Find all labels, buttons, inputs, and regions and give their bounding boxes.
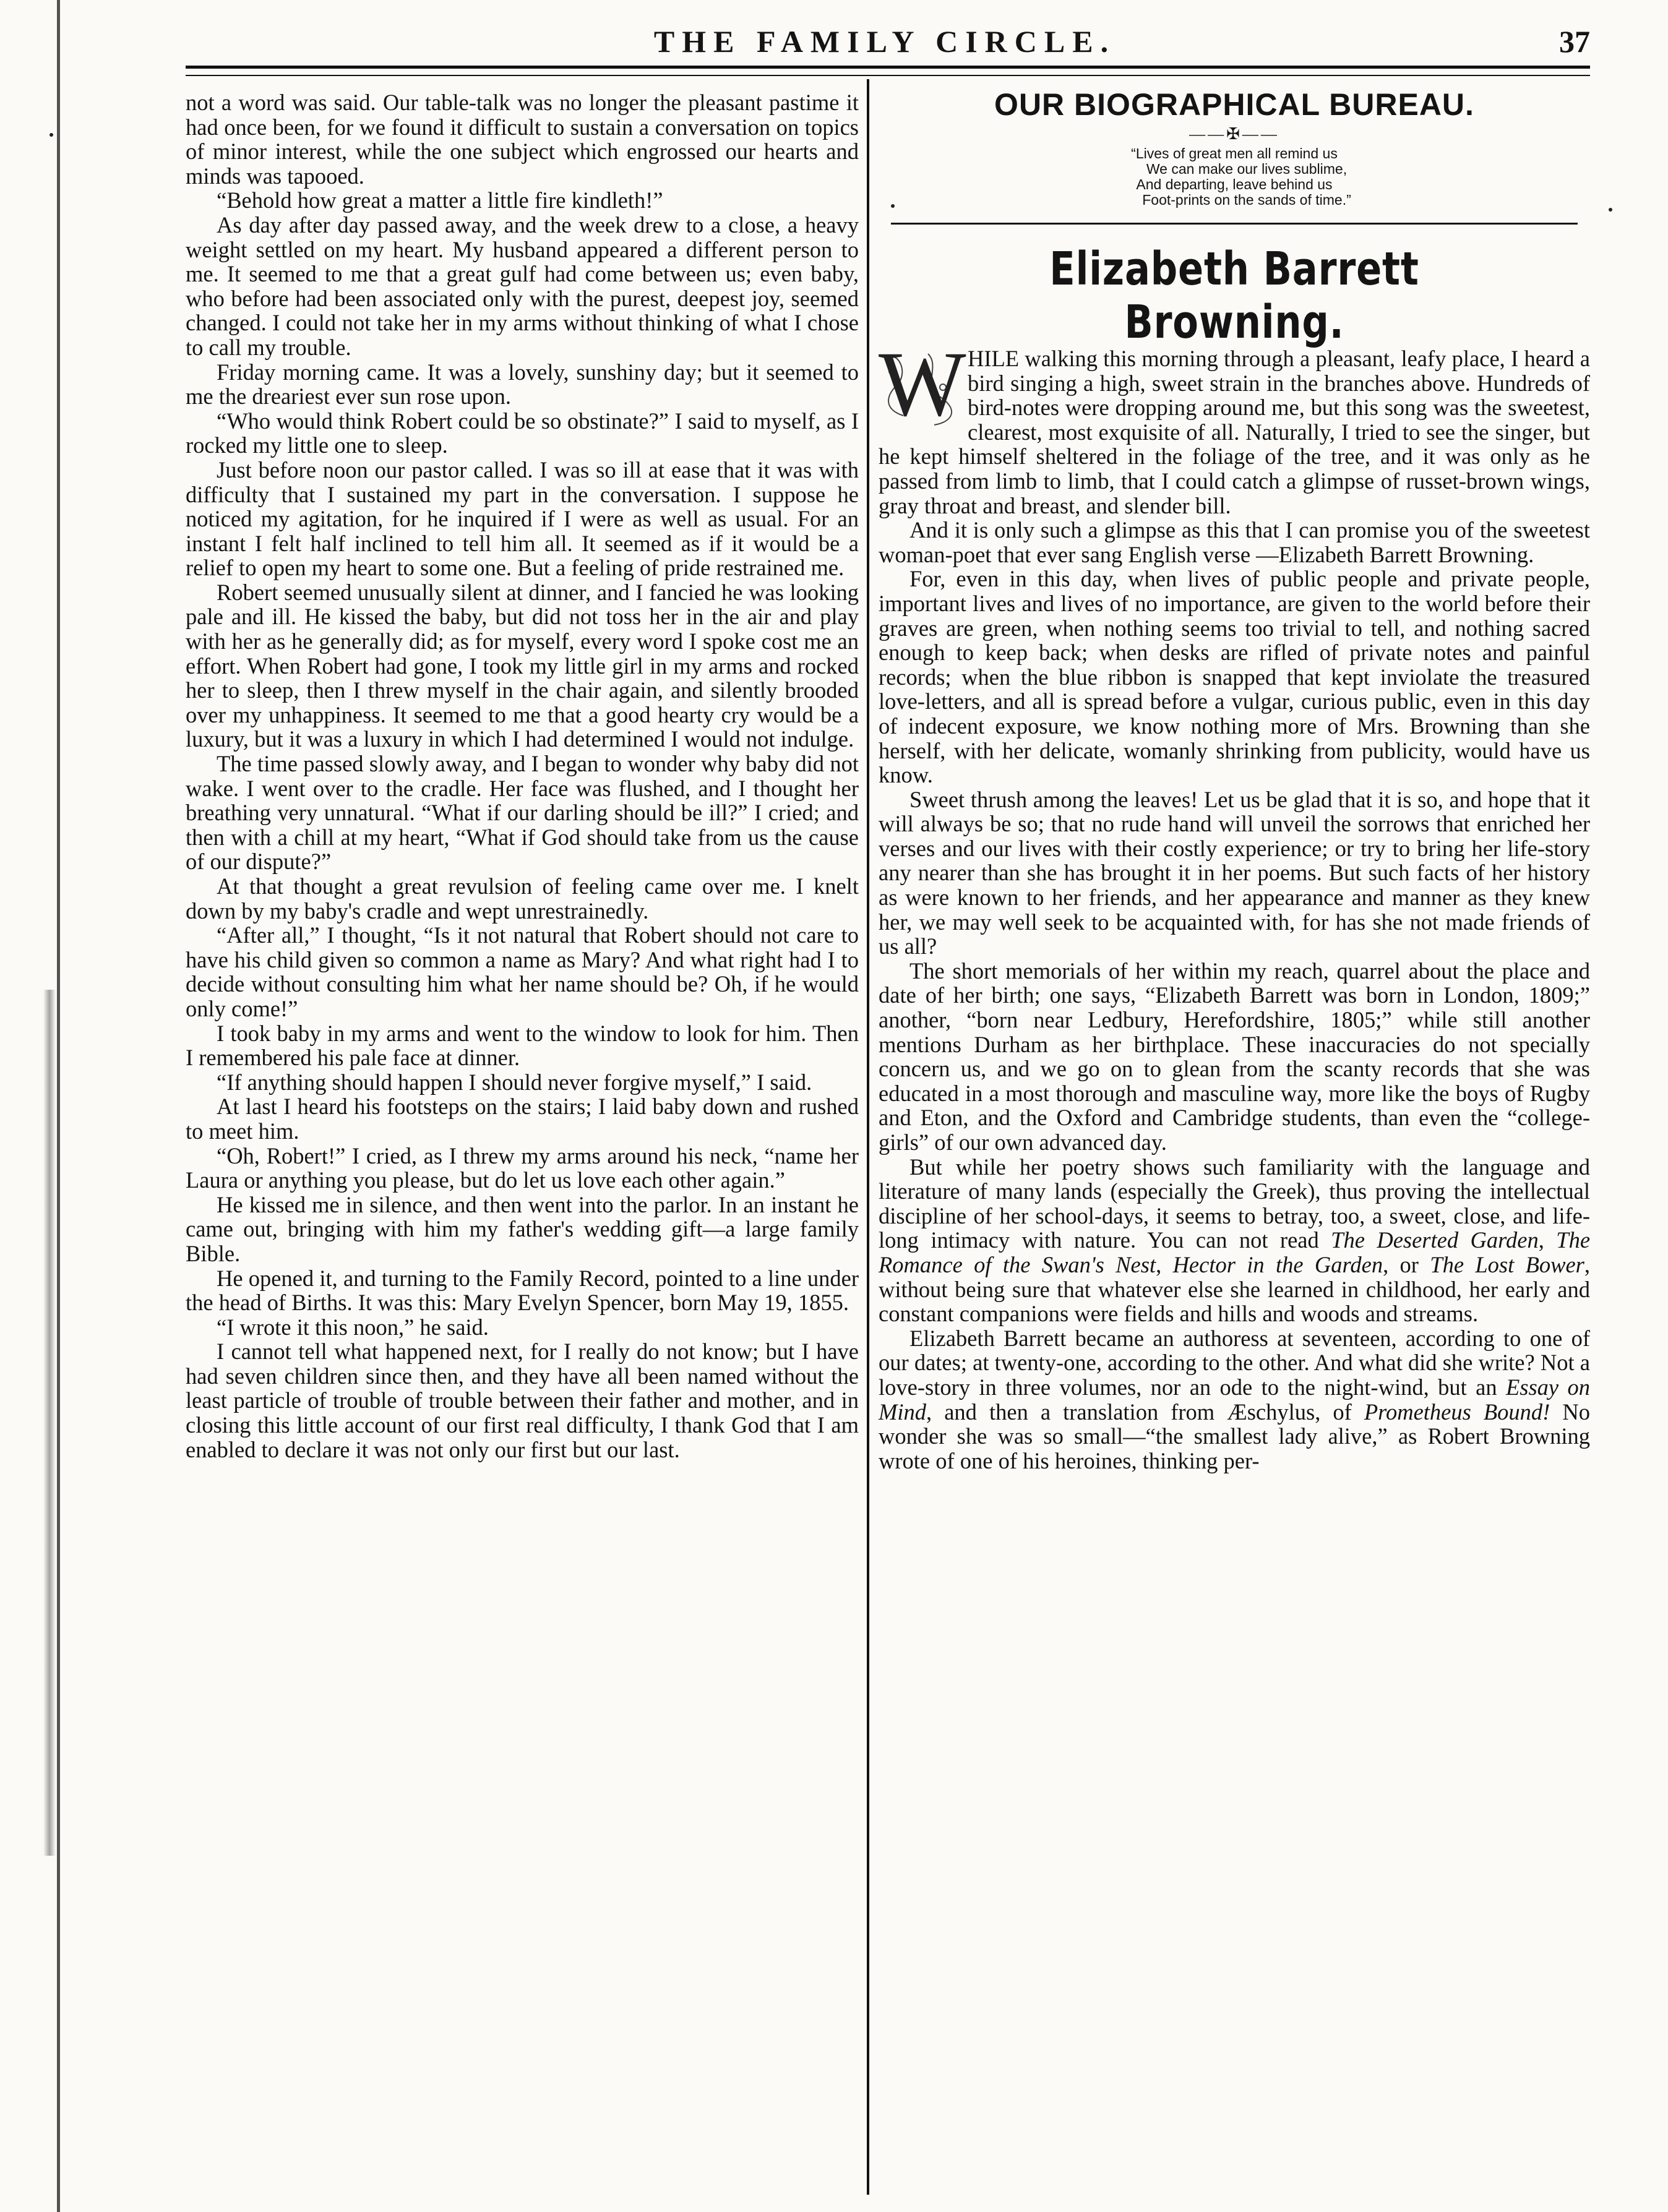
paragraph: He kissed me in silence, and then went into the parlor. In an instant he came out, bringing with him my father's wedding gift—a large family Bible. — [186, 1191, 859, 1266]
paragraph: “I wrote it this noon,” he said. — [217, 1314, 489, 1340]
running-title: THE FAMILY CIRCLE. — [653, 24, 1116, 59]
print-speck — [1609, 208, 1612, 212]
verse-line: “Lives of great men all remind us — [1131, 145, 1338, 161]
text: No wonder she was so small—“the smallest lady alive,” as Robert Browning wrote of one of his heroines, thinking per- — [879, 1399, 1591, 1473]
work-title: Essay on Mind — [879, 1374, 1590, 1425]
article-title: Elizabeth Barrett Browning. — [1049, 242, 1419, 349]
work-title: Hector in the Garden — [1172, 1251, 1383, 1277]
paragraph — [879, 333, 1590, 518]
print-speck — [49, 133, 53, 137]
paragraph — [879, 1326, 1590, 1473]
work-title: The Romance of the Swan's Nest — [879, 1227, 1591, 1277]
page-binding-edge — [57, 0, 60, 2212]
paragraph: Just before noon our pastor called. I was so ill at ease that it was with difficulty that I sustained my part in the conversation. I suppose he noticed my agitation, for he inquired if I were as well as usual. For an instant I felt half inclined to tell him all. It seemed as if it would be a relief to open my heart to some one. But a feeling of pride restrained me. — [186, 457, 859, 581]
text: Elizabeth Barrett became an authoress at seventeen, according to one of our dates; at twenty-one, according to the other. And what did she write? Not a love-story in three volumes, nor an ode to the night-wind, but an — [879, 1325, 1590, 1400]
left-column — [186, 90, 859, 1462]
paragraph: The time passed slowly away, and I began to wonder why baby did not wake. I went over to the cradle. Her face was flushed, and I thought her breathing very unnatural. “What if our darling should be ill?” I cried; and then with a chill at my heart, “What if God should take from us the cause of our dispute?” — [186, 751, 859, 875]
paragraph: “Behold how great a matter a little fire kindleth!” — [217, 187, 663, 213]
first-paragraph-text: HILE walking this morning through a pleasant, leafy place, I heard a bird singing a high, sweet strain in the branches above. Hundreds of bird-notes were dropping around me, but this song was the sweetest, clearest, most exquisite of all. Naturally, I tried to see the singer, but he kept himself sheltered in the foliage of the tree, and it was only as he passed from limb to limb, that I could catch a glimpse of russet-brown wings, gray throat and breast, and slender bill. — [879, 346, 1590, 518]
paragraph: Friday morning came. It was a lovely, sunshiny day; but it seemed to me the dreariest ever sun rose upon. — [186, 359, 859, 409]
ornament-divider: ——✠—— — [1189, 125, 1279, 143]
column-divider — [867, 79, 869, 2195]
paragraph: And it is only such a glimpse as this that I can promise you of the sweetest woman-poet that ever sang English verse —Elizabeth Barrett Browning. — [879, 517, 1590, 567]
paragraph: “Oh, Robert!” I cried, as I threw my arms around his neck, “name her Laura or anything you please, but do let us love each other again.” — [186, 1142, 859, 1193]
paragraph: “If anything should happen I should never forgive myself,” I said. — [217, 1069, 812, 1095]
verse-line: Foot-prints on the sands of time.” — [1142, 192, 1351, 208]
paragraph: I cannot tell what happened next, for I really do not know; but I have had seven children since then, and they have all been named without the least particle of trouble of trouble between their father and mother, and in closing this little account of our first real difficulty, I thank God that I am enabled to declare it was not only our first but our last. — [186, 1339, 859, 1462]
text: , or — [1383, 1251, 1430, 1277]
right-column — [879, 333, 1591, 1473]
paragraph: At that thought a great revulsion of feeling came over me. I knelt down by my baby's cradle and wept unrestrainedly. — [186, 873, 859, 924]
biographical-bureau-heading — [891, 87, 1578, 208]
text: , and then a translation from Æschylus, of — [926, 1399, 1364, 1425]
drop-cap-letter: W — [879, 333, 966, 435]
drop-cap-ornament — [879, 333, 966, 435]
paragraph: “After all,” I thought, “Is it not natural that Robert should not care to have his child given so common a name as Mary? And what right had I to decide without consulting him what her name should be? Oh, if he would only come!” — [186, 922, 859, 1021]
binding-shadow — [43, 990, 56, 1856]
paragraph: For, even in this day, when lives of public people and private people, important lives and lives of no importance, are given to the world before their graves are green, when nothing seems too trivial to tell, and nothing sacred enough to keep back; when desks are rifled of private notes and painful records; when the blue ribbon is snapped that kept inviolate the treasured love-letters, and all is spread before a vulgar, curious public, even in this day of indecent exposure, we know nothing more of Mrs. Browning than she herself, with her delicate, womanly shrinking from publicity, would have us know. — [879, 566, 1590, 788]
paragraph: At last I heard his footsteps on the stairs; I laid baby down and rushed to meet him. — [186, 1094, 859, 1144]
section-title: OUR BIOGRAPHICAL BUREAU. — [994, 87, 1474, 122]
paragraph: The short memorials of her within my reach, quarrel about the place and date of her birth; one says, “Elizabeth Barrett was born in London, 1809;” another, “born near Ledbury, Herefordshire, 1805;” while still another mentions Durham as her birthplace. These inaccuracies do not specially concern us, and we go on to glean from the scanty records that she was educated in a most thorough and masculine way, more like the boys of Rugby and Eton, and the Oxford and Cambridge students, than even the “college-girls” of our own advanced day. — [879, 958, 1590, 1155]
text: , without being sure that whatever else she learned in childhood, her early and constant companions were fields and hills and woods and streams. — [879, 1251, 1591, 1327]
work-title: The Deserted Garden — [1331, 1227, 1539, 1253]
paragraph: As day after day passed away, and the week drew to a close, a heavy weight settled on my heart. My husband appeared a different person to me. It seemed to me that a great gulf had come between us; even baby, who before had been associated only with the purest, deepest joy, seemed changed. I could not take her in my arms without thinking of what I chose to call my trouble. — [186, 212, 859, 360]
paragraph: not a word was said. Our table-talk was no longer the pleasant pastime it had once been, for we found it difficult to sustain a conversation on topics of minor interest, while the one subject which engrossed our hearts and minds was tapooed. — [186, 90, 859, 189]
text: , — [1156, 1251, 1173, 1277]
text: But while her poetry shows such familiarity with the language and literature of many lands (especially the Greek), thus proving the intellectual discipline of her school-days, it seems to betray, too, a sweet, close, and life-long intimacy with nature. You can not read — [879, 1154, 1590, 1253]
verse-line: And departing, leave behind us — [1136, 176, 1333, 192]
paragraph: I took baby in my arms and went to the window to look for him. Then I remembered his pale face at dinner. — [186, 1020, 859, 1071]
print-speck — [891, 204, 895, 208]
paragraph: Sweet thrush among the leaves! Let us be glad that it is so, and hope that it will always be so; that no rude hand will unveil the sorrows that enriched her verses and our lives with their costly experience; or try to bring her life-story any nearer than she has brought it in her poems. But such facts of her history as were known to her friends, and her appearance and manner as they knew her, we may well seek to be acquainted with, for has she not made friends of us all? — [879, 786, 1590, 959]
paragraph: “Who would think Robert could be so obstinate?” I said to myself, as I rocked my little one to sleep. — [186, 408, 859, 458]
paragraph: Robert seemed unusually silent at dinner, and I fancied he was looking pale and ill. He kissed the baby, but did not toss her in the air and play with her as he generally did; as for myself, every word I spoke cost me an effort. When Robert had gone, I took my little girl in my arms and rocked her to sleep, then I threw myself in the chair again, and silently brooded over my unhappiness. It seemed to me that a good hearty cry would be a luxury, but it was a luxury in which I had determined I would not indulge. — [186, 579, 859, 752]
header-rule — [186, 66, 1590, 76]
epigraph-verse — [891, 146, 1578, 208]
section-rule — [891, 223, 1578, 225]
work-title: Prometheus Bound! — [1364, 1399, 1550, 1425]
verse-line: We can make our lives sublime, — [1146, 161, 1348, 177]
paragraph — [879, 1155, 1590, 1326]
paragraph: He opened it, and turning to the Family Record, pointed to a line under the head of Births. It was this: Mary Evelyn Spencer, born May 19, 1855. — [186, 1265, 859, 1316]
page-header — [179, 24, 1590, 67]
work-title: The Lost Bower — [1430, 1251, 1584, 1277]
text: , — [1538, 1227, 1557, 1253]
page-number: 37 — [1559, 24, 1590, 59]
